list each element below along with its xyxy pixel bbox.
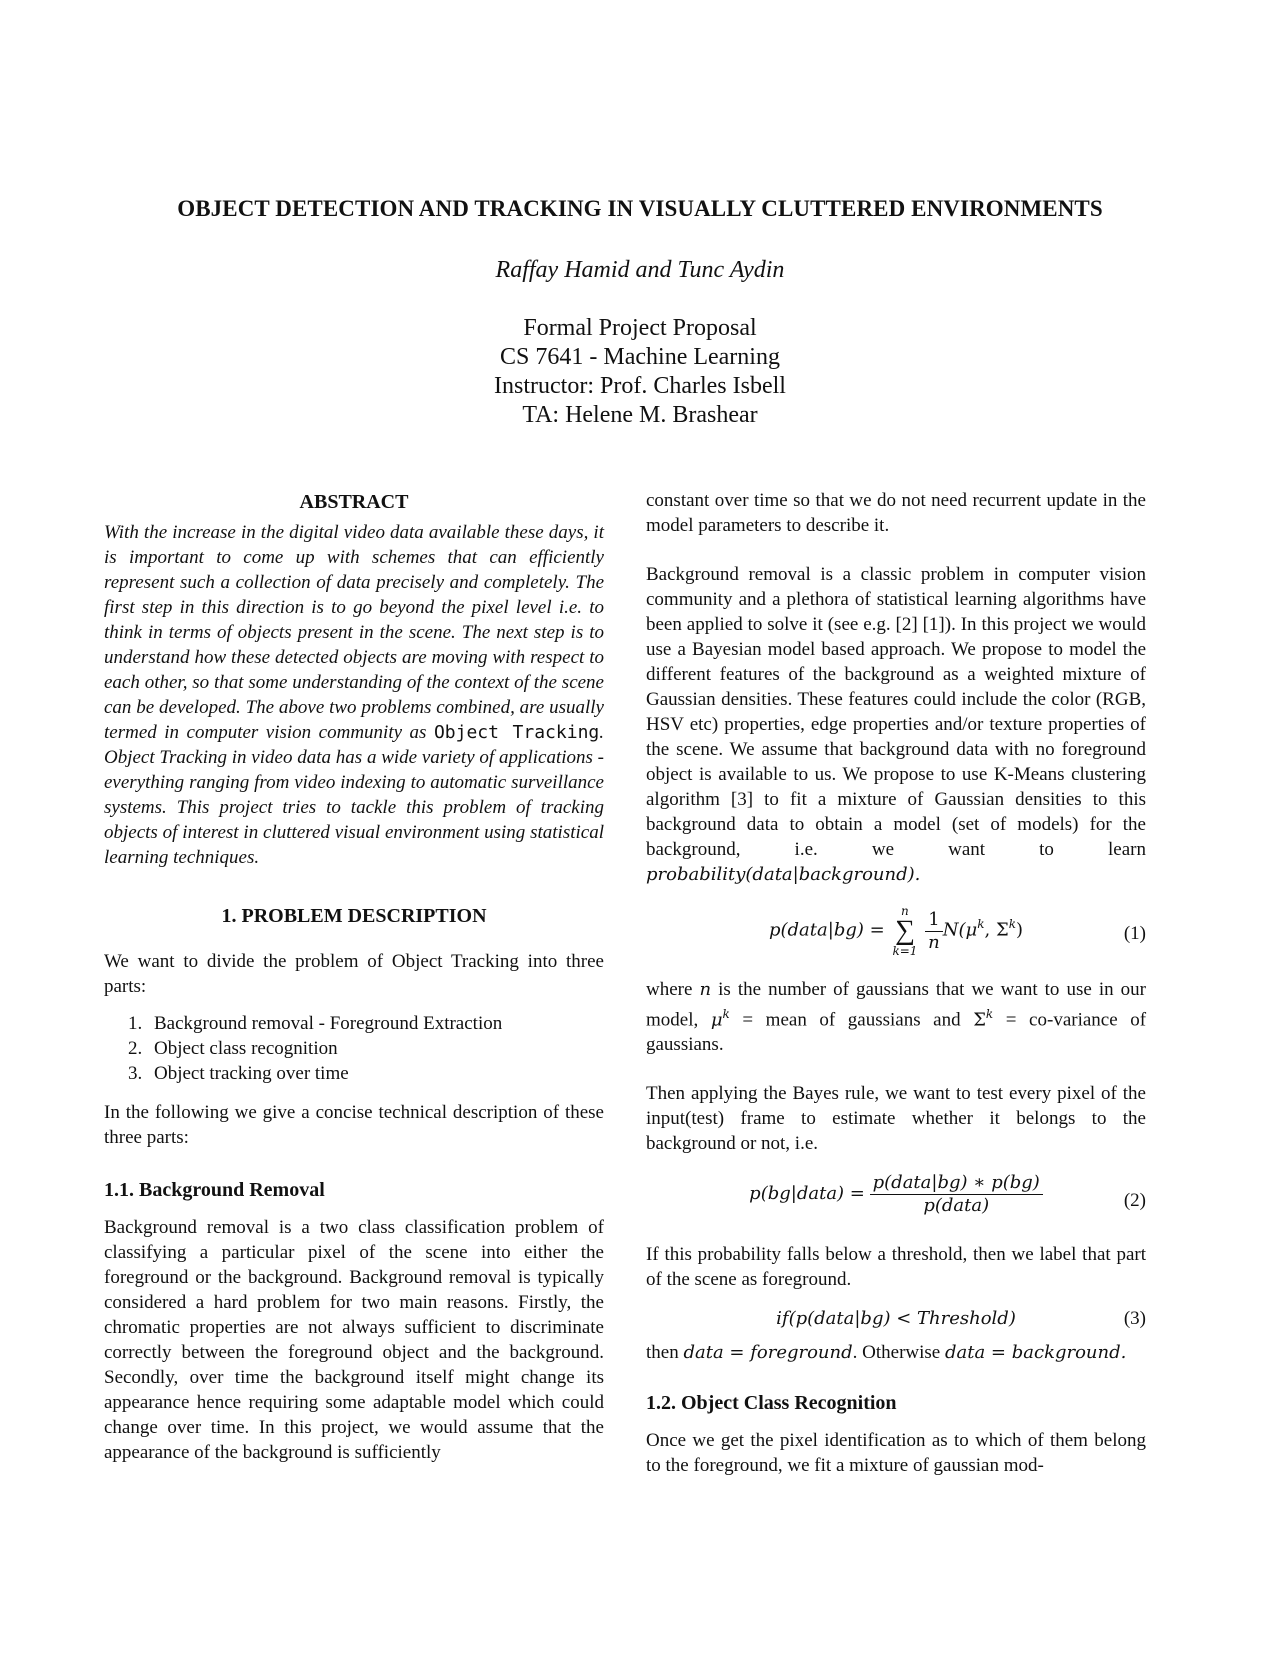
abstract-heading: ABSTRACT <box>299 491 409 513</box>
foreground-rule: then data = foreground. Otherwise data = background. <box>646 1342 1127 1364</box>
section-heading-problem: 1. PROBLEM DESCRIPTION <box>221 905 487 927</box>
section1-after-list: In the following we give a concise technical description of these three parts: <box>104 1102 604 1148</box>
bayes-rule-text: Then applying the Bayes rule, we want to test every pixel of the input(test) frame to estimate whether it belongs to the background or not, i.e. <box>646 1083 1146 1155</box>
threshold-text: If this probability falls below a threshold, then we label that part of the scene as foreground. <box>646 1244 1146 1291</box>
parts-list <box>104 1011 604 1086</box>
subsection-heading-background-removal: 1.1. Background Removal <box>104 1179 325 1201</box>
right-column <box>646 488 1146 1478</box>
meta-line: TA: Helene M. Brashear <box>522 402 758 428</box>
authors: Raffay Hamid and Tunc Aydin <box>495 257 785 283</box>
meta-line: CS 7641 - Machine Learning <box>500 344 780 370</box>
list-item: 1. Background removal - Foreground Extraction <box>128 1013 503 1034</box>
summation: n ∑ k=1 <box>892 904 918 958</box>
object-class-text: Once we get the pixel identification as to which of them belong to the foreground, we fit a mixture of gaussian mod- <box>646 1430 1146 1477</box>
left-column <box>104 490 604 1465</box>
paper-title: OBJECT DETECTION AND TRACKING IN VISUALLY CLUTTERED ENVIRONMENTS <box>177 196 1103 221</box>
list-item: 3. Object tracking over time <box>128 1063 349 1084</box>
section1-intro: We want to divide the problem of Object Tracking into three parts: <box>104 951 604 997</box>
proposal-meta <box>0 314 1280 430</box>
equation-number: (2) <box>1123 1190 1146 1212</box>
equation-number: (1) <box>1123 923 1146 944</box>
background-removal-approach: Background removal is a classic problem in computer vision community and a plethora of statistical learning algorithms have been applied to solve it (see e.g. [2] [1]). In this project we would use a Bayesian model based approach. We propose to model the different features of the background as a weighted mixture of Gaussian densities. These features could include the color (RGB, HSV etc) properties, edge properties and/or texture properties of the scene. We assume that background data with no foreground object is available to us. We propose to use K-Means clustering algorithm [3] to fit a mixture of Gaussian densities to this background data to obtain a model (set of models) for the background, i.e. we want to learn probability(data|background). <box>646 564 1146 885</box>
continued-text: constant over time so that we do not need recurrent update in the model parameters to describe it. <box>646 490 1146 536</box>
equation-1: p(data|bg) = n ∑ k=1 $\frac{1}{n}$ $N(\mu^k$, $\Sigma^k$) (1) <box>768 904 1146 958</box>
equation-3: if(p(data|bg) < Threshold) (3) <box>776 1308 1146 1330</box>
abstract-text: With the increase in the digital video data available these days, it is important to come up with schemes that can efficiently represent such a collection of data precisely and completely. The first step in this direction is to go beyond the pixel level i.e. to think in terms of objects present in the scene. The next step is to understand how these detected objects are moving with respect to each other, so that some understanding of the context of the scene can be developed. The above two problems combined, are usually termed in computer vision community as Object Tracking. Object Tracking in video data has a wide variety of applications - everything ranging from video indexing to automatic surveillance systems. This project tries to tackle this problem of tracking objects of interest in cluttered visual environment using statistical learning techniques. <box>104 522 604 868</box>
equation-number: (3) <box>1123 1308 1146 1330</box>
gaussian-definitions: where n is the number of gaussians that we want to use in our model, $\mu^k$ = mean of gaussians and $\Sigma^k$ = co-variance of gaussians. <box>646 979 1147 1056</box>
subsection-heading-object-class: 1.2. Object Class Recognition <box>646 1392 897 1415</box>
equation-2: p(bg|data) = $\frac{\text{p(data|bg) ∗ p(bg)}}{\text{p(data)}}$ (2) <box>749 1172 1146 1217</box>
background-removal-text: Background removal is a two class classification problem of classifying a particular pixel of the scene into either the foreground or the background. Background removal is typically considered a hard problem for two main reasons. Firstly, the chromatic properties are not always sufficient to discriminate correctly between the foreground object and the background. Secondly, over time the background itself might change its appearance hence requiring some adaptable model which could change over time. In this project, we would assume that the appearance of the background is sufficiently <box>104 1217 604 1463</box>
meta-line: Instructor: Prof. Charles Isbell <box>494 373 786 399</box>
object-tracking-term: Object Tracking <box>433 722 600 743</box>
meta-line: Formal Project Proposal <box>523 315 757 341</box>
list-item: 2. Object class recognition <box>128 1038 338 1059</box>
